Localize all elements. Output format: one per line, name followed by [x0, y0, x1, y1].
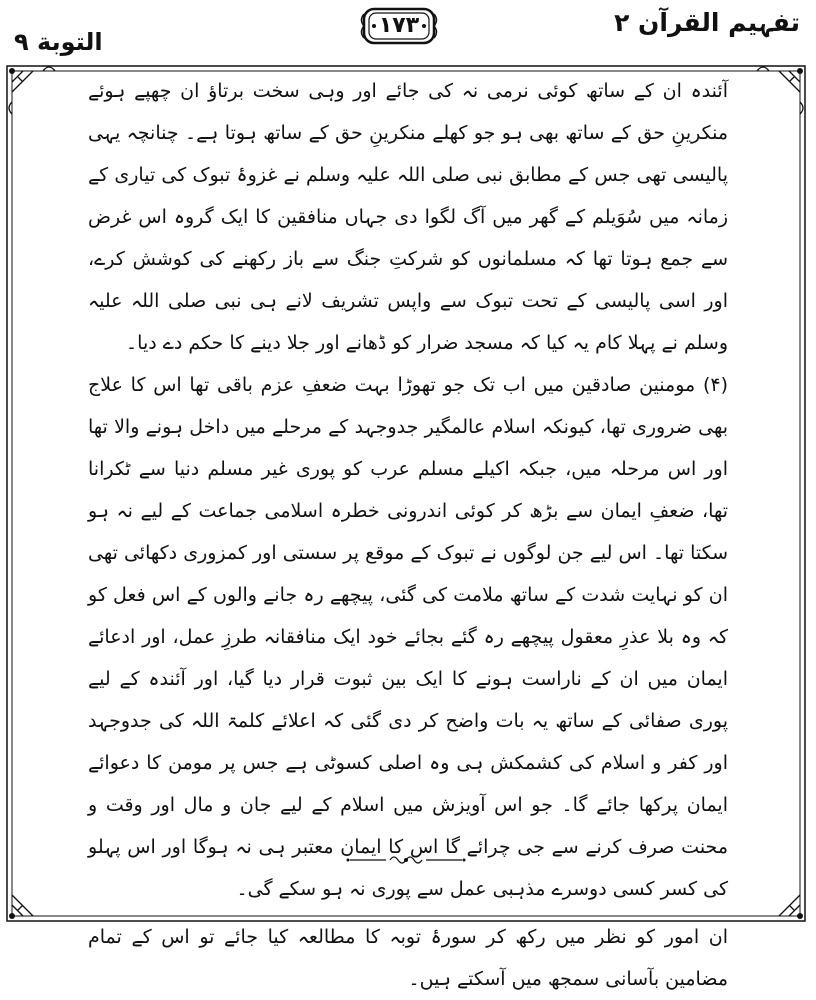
- book-title: تفہیم القرآن ۲: [614, 8, 800, 37]
- closing-paragraph: ان امور کو نظر میں رکھ کر سورۂ توبہ کا مطالعہ کیا جائے تو اس کے تمام مضامین بآسانی سمجھ میں آسکتے ہیں۔: [88, 926, 728, 990]
- surah-label: التوبة ۹: [14, 28, 103, 56]
- page-number: ۱۷۳: [378, 13, 420, 38]
- paragraph-1: آئندہ ان کے ساتھ کوئی نرمی نہ کی جائے اور وہی سخت برتاؤ ان چھپے ہوئے منکرینِ حق کے ساتھ بھی ہو جو کھلے منکرینِ حق کے ساتھ ہوتا ہے۔ چنانچہ یہی پالیسی تھی جس کے مطابق نبی صلی اللہ علیہ وسلم نے غزوۂ تبوک کی تیاری کے زمانہ میں سُوَیلم کے گھر میں آگ لگوا دی جہاں منافقین کا ایک گروہ اس غرض سے جمع ہوتا تھا کہ مسلمانوں کو شرکتِ جنگ سے باز رکھنے کی کوشش کرے، اور اسی پالیسی کے تحت تبوک سے واپس تشریف لانے ہی نبی صلی اللہ علیہ وسلم نے پہلا کام یہ کیا کہ مسجد ضرار کو ڈھانے اور جلا دینے کا حکم دے دیا۔: [88, 80, 728, 354]
- page-number-cartouche: [358, 6, 440, 46]
- page-body: [88, 70, 728, 990]
- section-end-ornament: [346, 852, 466, 868]
- page-header: [0, 0, 816, 62]
- paragraph-2-number: (۴): [702, 374, 728, 396]
- paragraph-2: [88, 364, 728, 910]
- ornament-divider-icon: [346, 852, 466, 868]
- paragraph-2-text: مومنین صادقین میں اب تک جو تھوڑا بہت ضعفِ عزم باقی تھا اس کا علاج بھی ضروری تھا، کیونکہ اسلام عالمگیر جدوجہد کے مرحلے میں داخل ہونے والا تھا اور اس مرحلہ میں، جبکہ اکیلے مسلم عرب کو پوری غیر مسلم دنیا سے ٹکرانا تھا، ضعفِ ایمان سے بڑھ کر کوئی اندرونی خطرہ اسلامی جماعت کے لیے نہ ہو سکتا تھا۔ اس لیے جن لوگوں نے تبوک کے موقع پر سستی اور کمزوری دکھائی تھی ان کو نہایت شدت کے ساتھ ملامت کی گئی، پیچھے رہ جانے والوں کے اس فعل کو کہ وہ بلا عذرِ معقول پیچھے رہ گئے بجائے خود ایک منافقانہ طرزِ عمل، اور ادعائے ایمان میں ان کے ناراست ہونے کا ایک بین ثبوت قرار دیا گیا، اور آئندہ کے لیے پوری صفائی کے ساتھ یہ بات واضح کر دی گئی کہ اعلائے کلمۃ اللہ کی جدوجہد اور کفر و اسلام کی کشمکش ہی وہ اصلی کسوٹی ہے جس پر مومن کا دعوائے ایمان پرکھا جائے گا۔ جو اس آویزش میں اسلام کے لیے جان و مال اور وقت و محنت صرف کرنے سے جی چرائے گا اس کا ایمان معتبر ہی نہ ہوگا اور اس پہلو کی کسر کسی دوسرے مذہبی عمل سے پوری نہ ہو سکے گی۔: [88, 374, 728, 900]
